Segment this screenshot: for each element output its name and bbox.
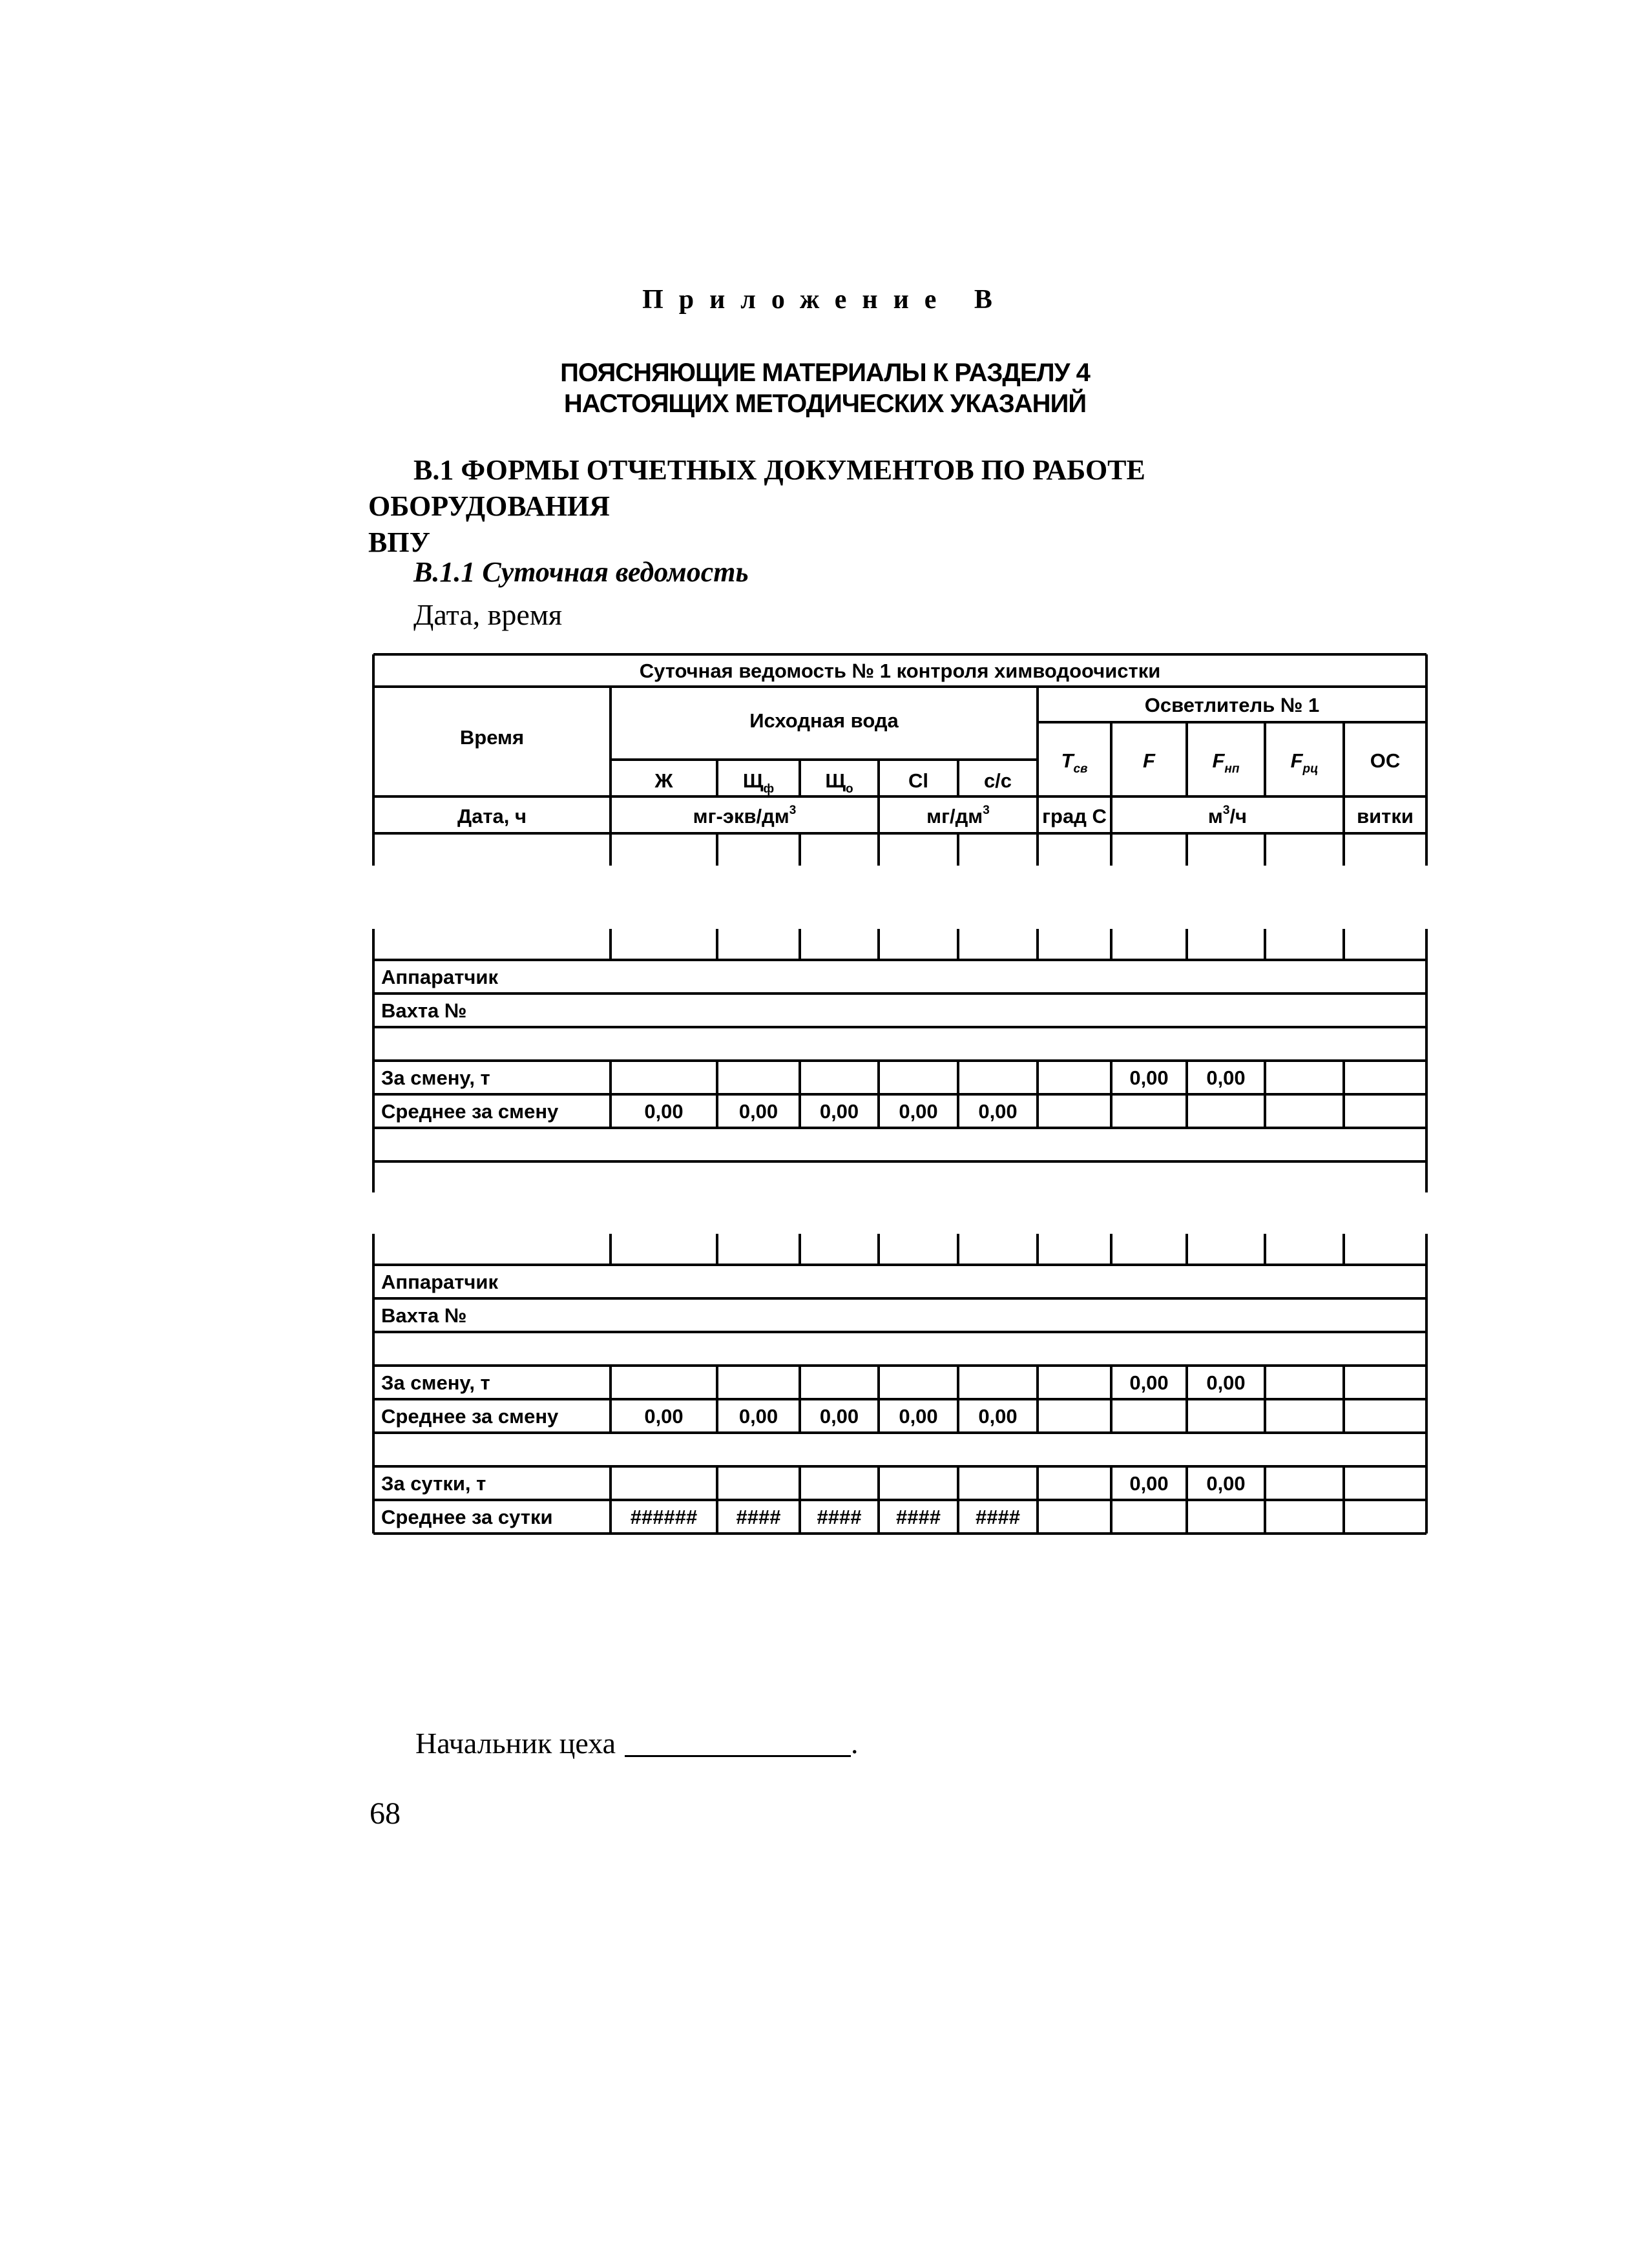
clarifier-col-header: $F_{рц}$: [1290, 749, 1319, 776]
avg-shift-label: Среднее за смену: [381, 1405, 559, 1428]
section-heading-line-2: ВПУ: [368, 526, 430, 558]
clarifier-col-header: $F_{нп}$: [1212, 749, 1240, 776]
avg-shift-value: 0,00: [738, 1100, 778, 1123]
avg-day-value: ####: [896, 1506, 941, 1528]
per-shift-label: За смену, т: [381, 1371, 490, 1394]
per-shift-value: 0,00: [1206, 1371, 1246, 1394]
avg-day-value: ######: [630, 1506, 698, 1528]
source-col-header: Cl: [908, 769, 928, 792]
unit-mg-eq: $мг-экв/дм^3$: [693, 804, 797, 827]
section-heading-line-1: В.1 ФОРМЫ ОТЧЕТНЫХ ДОКУМЕНТОВ ПО РАБОТЕ ОБОРУДОВАНИЯ: [368, 454, 1145, 522]
subtitle-line-2: НАСТОЯЩИХ МЕТОДИЧЕСКИХ УКАЗАНИЙ: [563, 390, 1087, 418]
page-number: 68: [370, 1796, 401, 1831]
avg-shift-value: 0,00: [978, 1405, 1018, 1428]
avg-shift-value: 0,00: [978, 1100, 1018, 1123]
per-shift-value: 0,00: [1129, 1371, 1169, 1394]
per-shift-label: За смену, т: [381, 1066, 490, 1089]
subsection-heading: В.1.1 Суточная ведомость: [413, 556, 749, 588]
date-time-label: Дата, время: [413, 598, 563, 631]
source-water-header: Исходная вода: [749, 709, 899, 732]
avg-shift-value: 0,00: [644, 1100, 684, 1123]
avg-day-value: ####: [976, 1506, 1020, 1528]
source-col-header: Ж: [654, 769, 673, 792]
avg-shift-value: 0,00: [644, 1405, 684, 1428]
signature-label: Начальник цеха: [415, 1727, 616, 1760]
time-header: Время: [459, 726, 525, 749]
signature-blank: [625, 1729, 851, 1757]
per-day-value: 0,00: [1206, 1472, 1246, 1495]
table-caption: Суточная ведомость № 1 контроля химводоочистки: [639, 660, 1161, 682]
unit-deg: град С: [1042, 805, 1107, 827]
per-day-label: За сутки, т: [381, 1472, 486, 1495]
per-shift-value: 0,00: [1129, 1066, 1169, 1089]
operator-label: Аппаратчик: [381, 966, 499, 988]
avg-shift-value: 0,00: [819, 1405, 859, 1428]
avg-shift-label: Среднее за смену: [381, 1100, 559, 1123]
avg-shift-value: 0,00: [899, 1405, 938, 1428]
unit-date: Дата, ч: [457, 805, 527, 827]
unit-turns: витки: [1357, 805, 1414, 827]
source-col-header: $Щ_о$: [825, 769, 853, 796]
operator-label: Аппаратчик: [381, 1271, 499, 1293]
signature-tail: .: [851, 1727, 859, 1760]
signature-line: [415, 1726, 859, 1760]
appendix-title: Приложение В: [642, 285, 1008, 315]
source-col-header: с/с: [983, 769, 1012, 792]
avg-shift-value: 0,00: [819, 1100, 859, 1123]
avg-shift-value: 0,00: [738, 1405, 778, 1428]
per-shift-value: 0,00: [1206, 1066, 1246, 1089]
avg-day-value: ####: [736, 1506, 781, 1528]
source-col-header: $Щ_ф$: [742, 769, 775, 796]
avg-day-value: ####: [817, 1506, 862, 1528]
clarifier-col-header: ОС: [1370, 749, 1401, 772]
watch-label: Вахта №: [381, 999, 467, 1022]
clarifier-header: Осветлитель № 1: [1144, 694, 1320, 716]
watch-label: Вахта №: [381, 1304, 467, 1327]
avg-day-label: Среднее за сутки: [381, 1506, 553, 1528]
subtitle-line-1: ПОЯСНЯЮЩИЕ МАТЕРИАЛЫ К РАЗДЕЛУ 4: [560, 359, 1090, 387]
unit-flow: $м^3/ч$: [1207, 804, 1248, 827]
per-day-value: 0,00: [1129, 1472, 1169, 1495]
clarifier-col-header: $T_{св}$: [1061, 749, 1088, 776]
unit-mg: $мг/дм^3$: [926, 804, 990, 827]
clarifier-col-header: F: [1143, 749, 1155, 772]
avg-shift-value: 0,00: [899, 1100, 938, 1123]
